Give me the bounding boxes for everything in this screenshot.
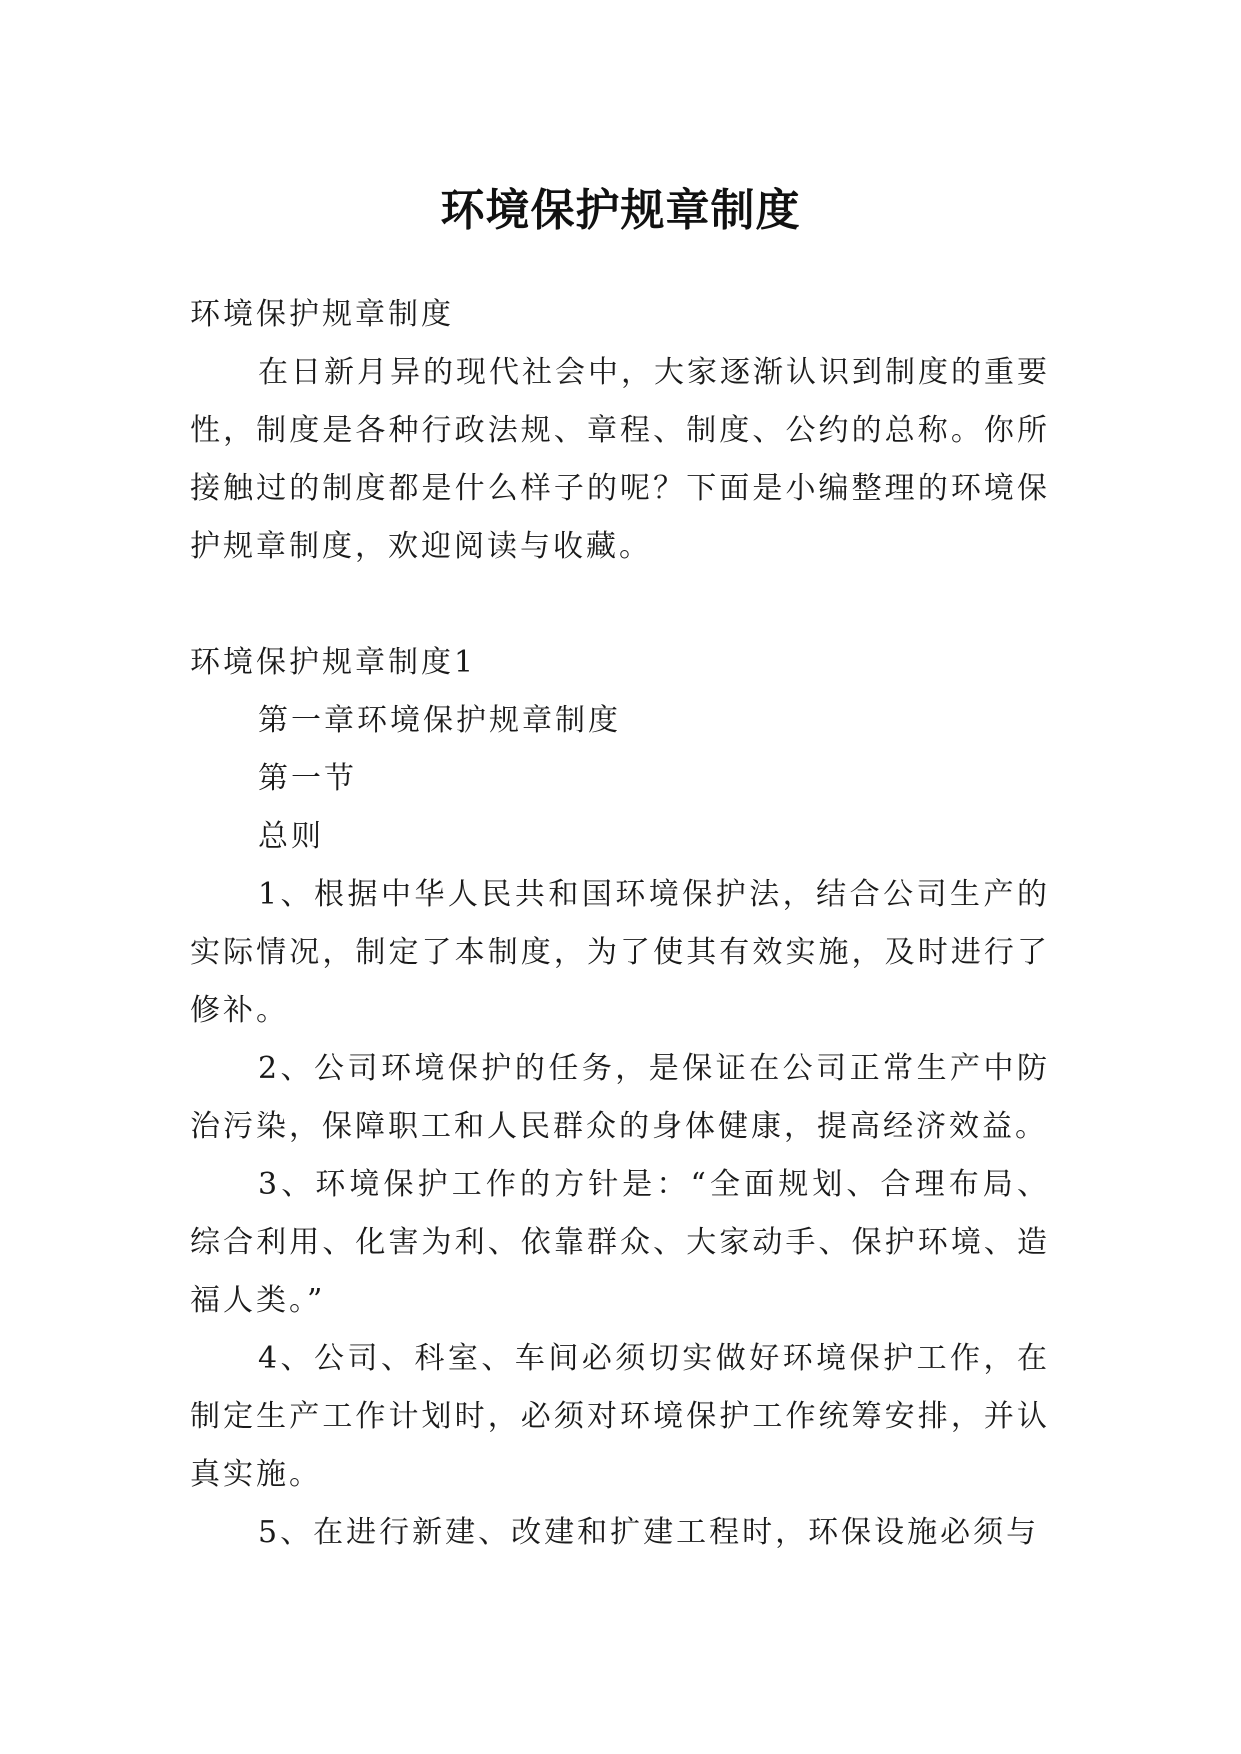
subtitle: 环境保护规章制度 [190,297,454,332]
intro-paragraph: 在日新月异的现代社会中，大家逐渐认识到制度的重要性，制度是各种行政法规、章程、制度、公约的总称。你所接触过的制度都是什么样子的呢？下面是小编整理的环境保护规章制度，欢迎阅读与收藏。 [190,355,1050,564]
article-2: 2、公司环境保护的任务，是保证在公司正常生产中防治污染，保障职工和人民群众的身体健康，提高经济效益。 [190,1051,1050,1144]
article-1: 1、根据中华人民共和国环境保护法，结合公司生产的实际情况，制定了本制度，为了使其有效实施，及时进行了修补。 [190,877,1050,1028]
article-5: 5、在进行新建、改建和扩建工程时，环保设施必须与 [258,1515,1040,1550]
article-3: 3、环境保护工作的方针是：“全面规划、合理布局、综合利用、化害为利、依靠群众、大家动手、保护环境、造福人类。” [190,1167,1050,1318]
general-label: 总则 [258,819,324,854]
section-heading: 环境保护规章制度1 [190,645,477,680]
document-body [190,286,1050,1562]
chapter-heading: 第一章环境保护规章制度 [258,703,621,738]
document-title: 环境保护规章制度 [440,185,801,237]
article-4: 4、公司、科室、车间必须切实做好环境保护工作，在制定生产工作计划时，必须对环境保护工作统筹安排，并认真实施。 [190,1341,1050,1492]
section-label: 第一节 [258,761,357,796]
